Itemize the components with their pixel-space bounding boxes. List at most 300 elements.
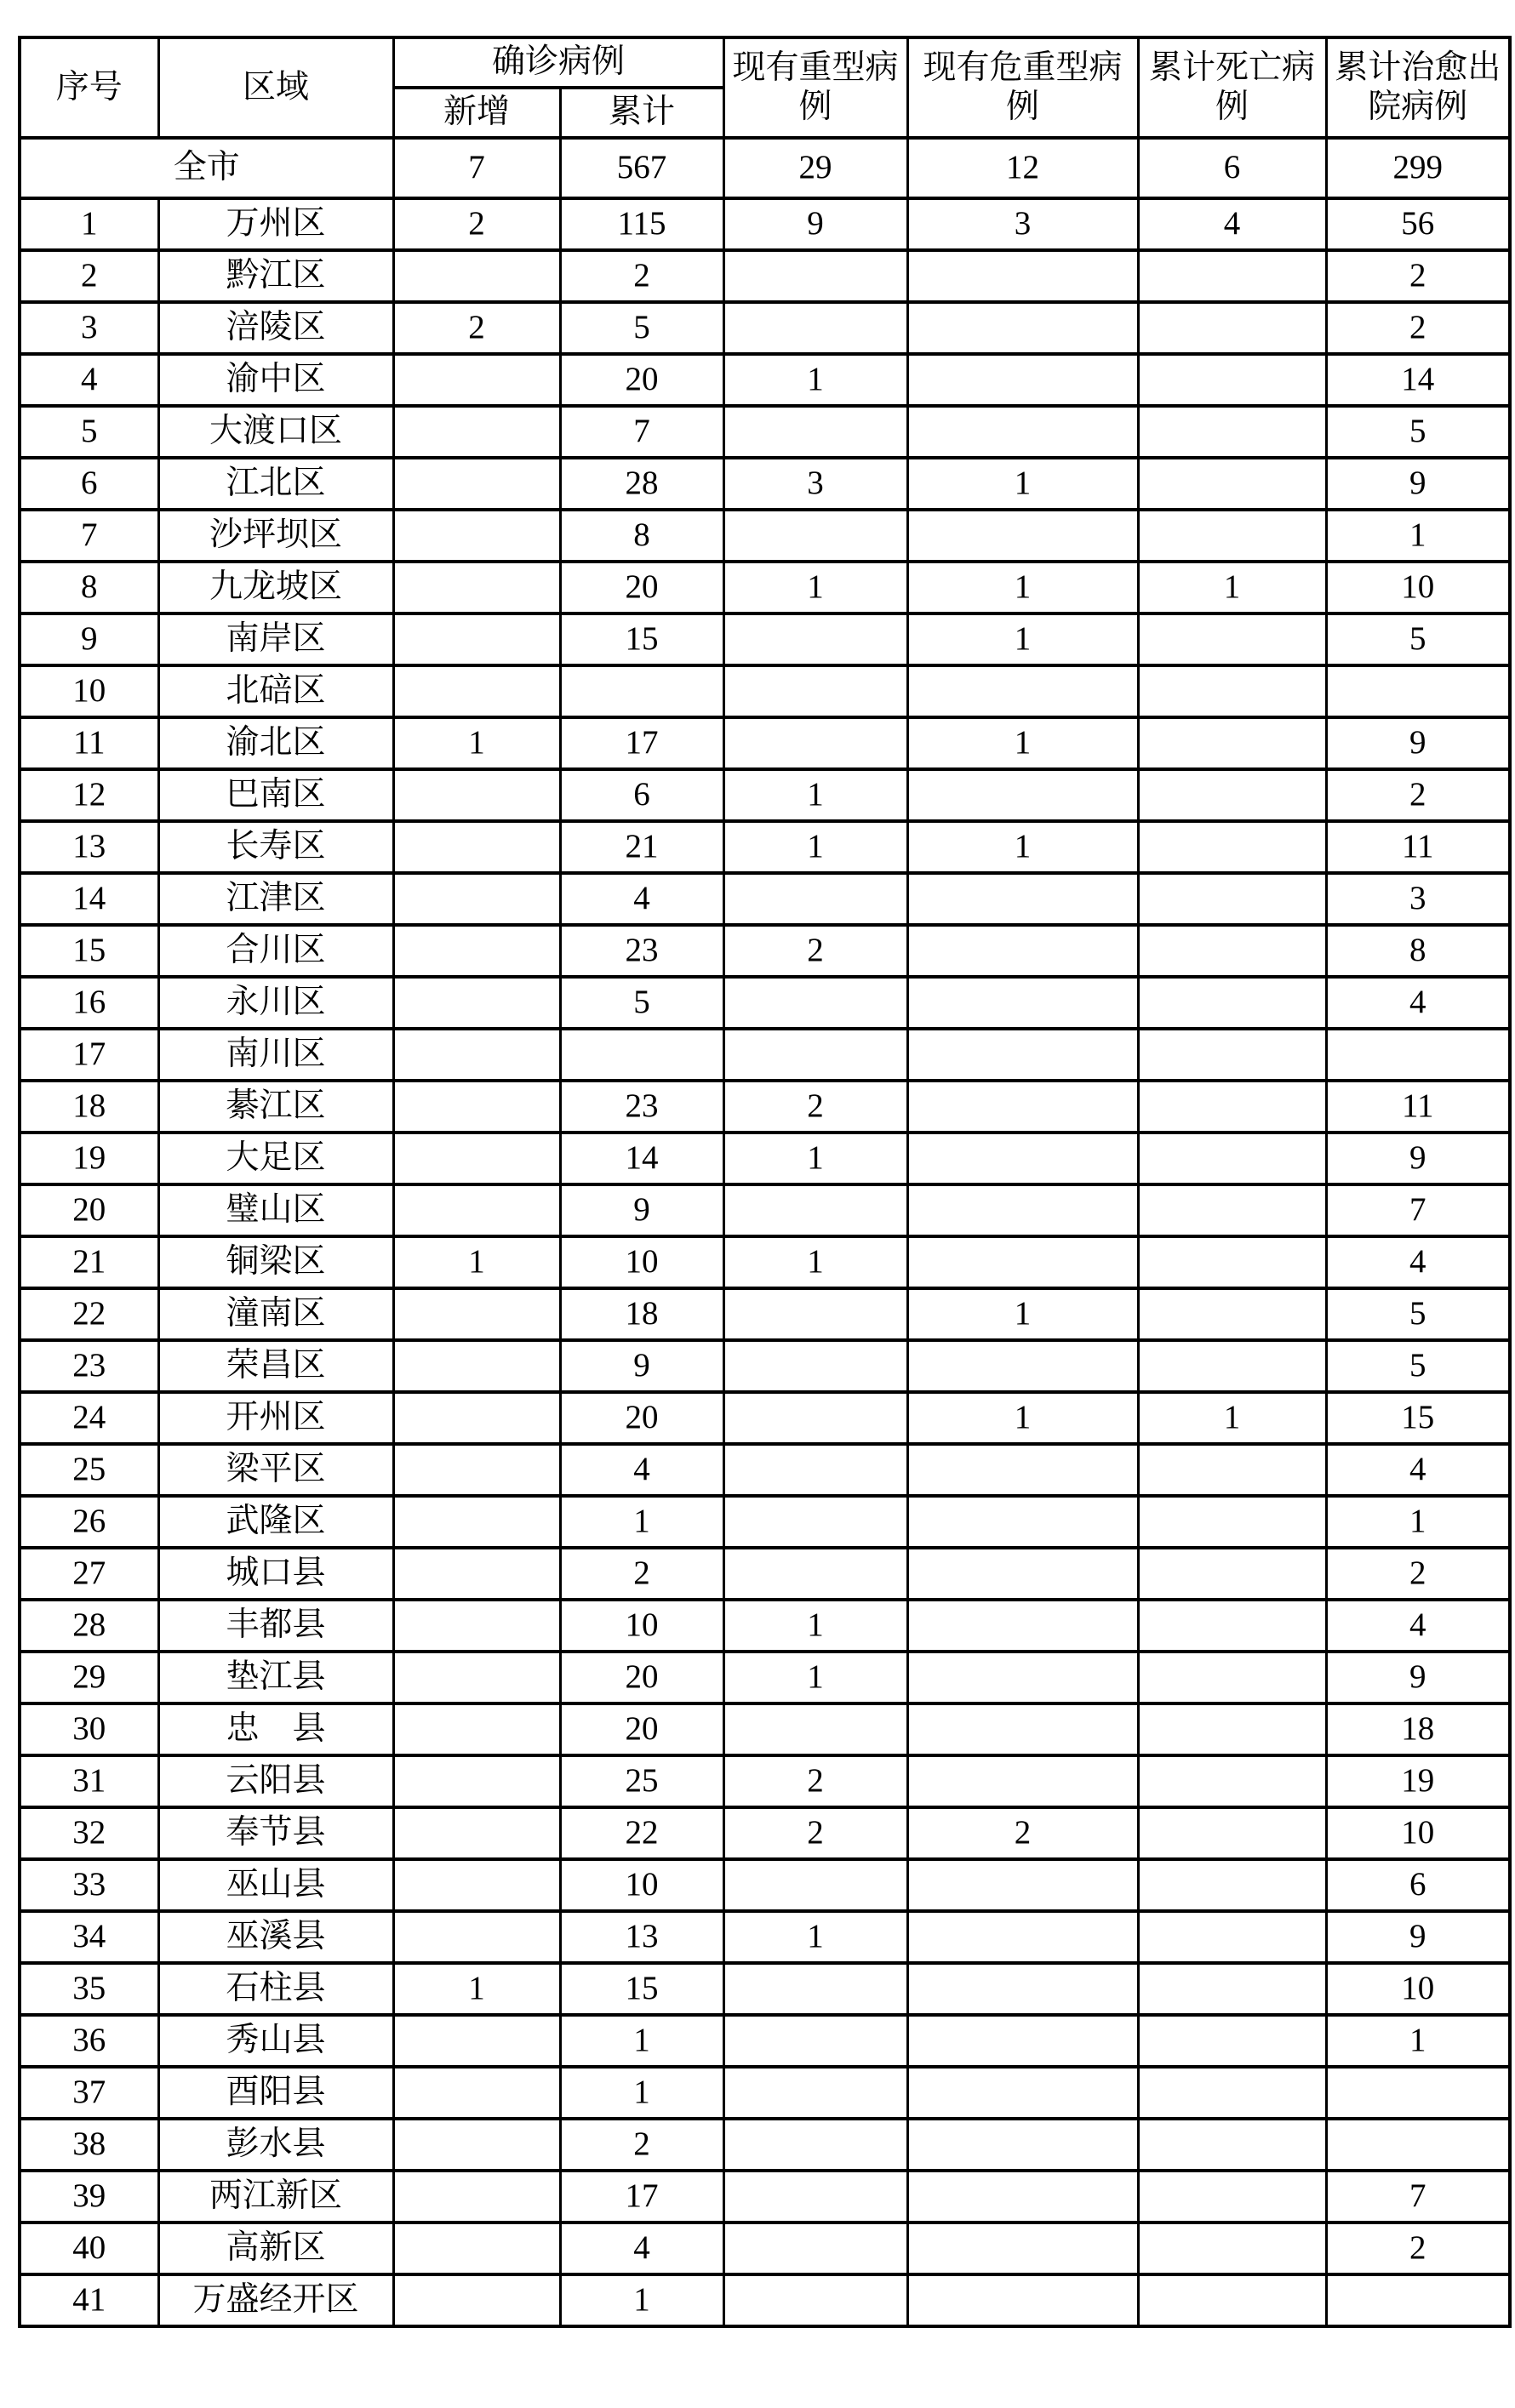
cell-severe: 1 [723,769,907,821]
cell-cured: 11 [1326,821,1510,873]
cell-index: 33 [20,1859,158,1911]
cell-index: 1 [20,198,158,250]
cell-deaths: 6 [1138,138,1326,198]
cell-new: 7 [393,138,560,198]
table-row [20,2119,1510,2171]
cell-cumulative: 20 [560,562,723,613]
cell-new: 2 [393,302,560,354]
cell-cured: 2 [1326,2223,1510,2274]
cell-index: 27 [20,1548,158,1600]
table-row [20,1184,1510,1236]
cell-critical [907,1081,1138,1133]
cell-deaths [1138,2171,1326,2223]
cell-new [393,1184,560,1236]
cell-region: 武隆区 [158,1496,393,1548]
cell-deaths [1138,1703,1326,1755]
cell-new [393,354,560,406]
cell-cumulative: 18 [560,1288,723,1340]
table-row [20,1600,1510,1652]
cell-region: 万州区 [158,198,393,250]
cell-cured: 7 [1326,2171,1510,2223]
cell-severe [723,613,907,665]
cell-severe: 2 [723,1755,907,1807]
cell-severe: 1 [723,821,907,873]
cell-deaths [1138,250,1326,302]
cell-cured: 4 [1326,1236,1510,1288]
cell-severe: 2 [723,1081,907,1133]
cell-new [393,1288,560,1340]
cell-critical [907,1703,1138,1755]
cell-critical: 1 [907,1288,1138,1340]
cell-severe: 1 [723,1652,907,1703]
cell-critical [907,1548,1138,1600]
cell-new [393,925,560,977]
cell-critical [907,1859,1138,1911]
cell-deaths [1138,925,1326,977]
cell-severe [723,1444,907,1496]
cell-cumulative: 4 [560,873,723,925]
cell-index: 38 [20,2119,158,2171]
cell-index: 20 [20,1184,158,1236]
cell-severe: 1 [723,562,907,613]
cell-region: 奉节县 [158,1807,393,1859]
cell-cured: 5 [1326,1340,1510,1392]
cell-cured [1326,2067,1510,2119]
cell-cumulative: 4 [560,2223,723,2274]
cell-new [393,1859,560,1911]
table-row [20,1340,1510,1392]
cell-region: 大足区 [158,1133,393,1184]
header-confirmed: 确诊病例 [393,37,723,88]
cell-severe [723,2274,907,2326]
cell-cured: 2 [1326,1548,1510,1600]
table-row [20,1755,1510,1807]
cell-cured: 9 [1326,458,1510,510]
cell-index: 6 [20,458,158,510]
table-row [20,2274,1510,2326]
cell-cured: 7 [1326,1184,1510,1236]
cell-cured: 10 [1326,1963,1510,2015]
cell-critical: 1 [907,562,1138,613]
cell-region: 丰都县 [158,1600,393,1652]
header-cured: 累计治愈出院病例 [1326,37,1510,138]
cell-cured [1326,2119,1510,2171]
cell-deaths [1138,717,1326,769]
cell-region: 黔江区 [158,250,393,302]
table-row [20,821,1510,873]
cell-cumulative: 20 [560,1703,723,1755]
cell-region: 秀山县 [158,2015,393,2067]
cell-severe [723,2171,907,2223]
cell-critical [907,1496,1138,1548]
cell-cumulative: 10 [560,1600,723,1652]
cell-new [393,665,560,717]
cell-severe: 1 [723,1133,907,1184]
cell-cured: 11 [1326,1081,1510,1133]
table-row [20,1859,1510,1911]
cell-severe [723,510,907,562]
table-row [20,406,1510,458]
cell-index: 22 [20,1288,158,1340]
cell-index: 17 [20,1029,158,1081]
cell-cured: 10 [1326,562,1510,613]
table-row [20,613,1510,665]
cell-new [393,1755,560,1807]
cell-region: 荣昌区 [158,1340,393,1392]
table-row [20,977,1510,1029]
header-critical: 现有危重型病例 [907,37,1138,138]
cell-severe: 1 [723,354,907,406]
cell-region: 潼南区 [158,1288,393,1340]
table-row [20,2015,1510,2067]
table-row [20,562,1510,613]
cell-cured: 1 [1326,510,1510,562]
cell-index: 34 [20,1911,158,1963]
cell-deaths [1138,873,1326,925]
table-row [20,717,1510,769]
cell-new [393,1807,560,1859]
cell-region: 南岸区 [158,613,393,665]
cell-region: 涪陵区 [158,302,393,354]
table-row [20,198,1510,250]
cell-cumulative: 17 [560,2171,723,2223]
table-row [20,354,1510,406]
cell-region: 大渡口区 [158,406,393,458]
cell-cumulative [560,665,723,717]
cell-region: 铜梁区 [158,1236,393,1288]
table-row [20,458,1510,510]
table-row [20,925,1510,977]
cell-critical: 1 [907,458,1138,510]
cell-region: 北碚区 [158,665,393,717]
cell-severe [723,1548,907,1600]
cell-new [393,250,560,302]
epidemic-stats-table [18,36,1512,2328]
cell-severe [723,665,907,717]
cell-deaths [1138,302,1326,354]
cell-index: 40 [20,2223,158,2274]
cell-index: 8 [20,562,158,613]
cell-deaths [1138,2067,1326,2119]
cell-severe [723,302,907,354]
table-row [20,2067,1510,2119]
cell-index: 19 [20,1133,158,1184]
cell-deaths [1138,1184,1326,1236]
cell-region: 巫溪县 [158,1911,393,1963]
cell-severe [723,250,907,302]
cell-deaths [1138,510,1326,562]
cell-critical [907,2119,1138,2171]
cell-region: 渝中区 [158,354,393,406]
header-severe: 现有重型病例 [723,37,907,138]
cell-index: 41 [20,2274,158,2326]
cell-index: 2 [20,250,158,302]
cell-cumulative: 21 [560,821,723,873]
cell-index: 39 [20,2171,158,2223]
cell-region: 开州区 [158,1392,393,1444]
cell-cumulative: 9 [560,1340,723,1392]
cell-deaths [1138,2119,1326,2171]
cell-new [393,977,560,1029]
cell-cumulative: 15 [560,613,723,665]
cell-cumulative: 1 [560,2067,723,2119]
cell-new: 2 [393,198,560,250]
cell-cured: 10 [1326,1807,1510,1859]
table-row [20,1548,1510,1600]
cell-cured: 5 [1326,613,1510,665]
cell-critical [907,2274,1138,2326]
cell-index: 14 [20,873,158,925]
cell-critical: 3 [907,198,1138,250]
cell-critical [907,302,1138,354]
cell-region: 全市 [20,138,393,198]
cell-new [393,562,560,613]
cell-cumulative: 25 [560,1755,723,1807]
citywide-row [20,138,1510,198]
cell-cured: 2 [1326,250,1510,302]
table-row [20,1703,1510,1755]
cell-deaths [1138,1340,1326,1392]
cell-critical [907,769,1138,821]
cell-index: 32 [20,1807,158,1859]
cell-new [393,769,560,821]
cell-region: 江北区 [158,458,393,510]
cell-critical: 12 [907,138,1138,198]
cell-region: 两江新区 [158,2171,393,2223]
cell-cumulative: 15 [560,1963,723,2015]
cell-deaths [1138,458,1326,510]
cell-index: 9 [20,613,158,665]
table-row [20,769,1510,821]
cell-index: 23 [20,1340,158,1392]
table-header [20,37,1510,138]
cell-deaths [1138,2015,1326,2067]
cell-index: 3 [20,302,158,354]
table-row [20,1029,1510,1081]
cell-cumulative: 6 [560,769,723,821]
cell-index: 25 [20,1444,158,1496]
cell-severe [723,1859,907,1911]
cell-index: 35 [20,1963,158,2015]
cell-critical [907,2223,1138,2274]
cell-region: 南川区 [158,1029,393,1081]
cell-deaths [1138,1444,1326,1496]
cell-deaths [1138,354,1326,406]
cell-region: 城口县 [158,1548,393,1600]
cell-cured: 2 [1326,302,1510,354]
header-new: 新增 [393,88,560,138]
cell-critical [907,2067,1138,2119]
cell-critical: 2 [907,1807,1138,1859]
cell-new [393,458,560,510]
cell-region: 云阳县 [158,1755,393,1807]
cell-index: 21 [20,1236,158,1288]
cell-deaths [1138,1548,1326,1600]
cell-cumulative: 2 [560,2119,723,2171]
table-row [20,1444,1510,1496]
cell-new [393,613,560,665]
cell-new [393,1496,560,1548]
cell-region: 彭水县 [158,2119,393,2171]
cell-region: 垫江县 [158,1652,393,1703]
cell-region: 璧山区 [158,1184,393,1236]
cell-region: 綦江区 [158,1081,393,1133]
cell-new [393,2223,560,2274]
header-index: 序号 [20,37,158,138]
cell-critical [907,1029,1138,1081]
cell-cured: 56 [1326,198,1510,250]
cell-critical: 1 [907,717,1138,769]
cell-index: 10 [20,665,158,717]
cell-region: 长寿区 [158,821,393,873]
cell-new [393,2274,560,2326]
cell-cured: 9 [1326,1133,1510,1184]
cell-cumulative: 5 [560,977,723,1029]
cell-deaths [1138,1859,1326,1911]
cell-critical [907,665,1138,717]
table-row [20,2223,1510,2274]
cell-cumulative: 22 [560,1807,723,1859]
cell-critical [907,2171,1138,2223]
cell-cumulative: 7 [560,406,723,458]
cell-index: 5 [20,406,158,458]
cell-index: 30 [20,1703,158,1755]
cell-cured: 14 [1326,354,1510,406]
cell-cumulative: 4 [560,1444,723,1496]
cell-cumulative: 2 [560,250,723,302]
cell-index: 29 [20,1652,158,1703]
cell-critical [907,250,1138,302]
cell-region: 石柱县 [158,1963,393,2015]
cell-severe [723,1184,907,1236]
table-row [20,302,1510,354]
cell-deaths [1138,1963,1326,2015]
cell-cured: 5 [1326,406,1510,458]
cell-severe: 2 [723,1807,907,1859]
cell-new [393,1652,560,1703]
cell-critical [907,977,1138,1029]
cell-region: 合川区 [158,925,393,977]
cell-deaths [1138,1807,1326,1859]
cell-index: 13 [20,821,158,873]
cell-cured [1326,2274,1510,2326]
cell-cumulative: 14 [560,1133,723,1184]
cell-new [393,1548,560,1600]
cell-deaths [1138,769,1326,821]
cell-severe [723,2223,907,2274]
table-row [20,873,1510,925]
cell-deaths [1138,977,1326,1029]
cell-region: 沙坪坝区 [158,510,393,562]
cell-cumulative [560,1029,723,1081]
cell-index: 24 [20,1392,158,1444]
cell-cured: 1 [1326,2015,1510,2067]
cell-severe: 29 [723,138,907,198]
cell-cumulative: 20 [560,1392,723,1444]
cell-cured: 5 [1326,1288,1510,1340]
cell-severe: 9 [723,198,907,250]
cell-cured [1326,1029,1510,1081]
cell-region: 江津区 [158,873,393,925]
cell-critical [907,1133,1138,1184]
cell-cumulative: 10 [560,1236,723,1288]
cell-cured [1326,665,1510,717]
cell-new: 1 [393,1236,560,1288]
cell-deaths [1138,2223,1326,2274]
cell-index: 15 [20,925,158,977]
cell-new [393,2015,560,2067]
cell-region: 永川区 [158,977,393,1029]
cell-cumulative: 8 [560,510,723,562]
cell-severe [723,873,907,925]
cell-critical [907,1911,1138,1963]
table-row [20,1133,1510,1184]
cell-cured: 4 [1326,1600,1510,1652]
table-row [20,510,1510,562]
cell-cumulative: 9 [560,1184,723,1236]
table-row [20,1288,1510,1340]
cell-critical [907,873,1138,925]
cell-new: 1 [393,1963,560,2015]
cell-severe [723,2015,907,2067]
cell-cumulative: 23 [560,925,723,977]
table-row [20,1911,1510,1963]
cell-deaths [1138,1133,1326,1184]
cell-index: 28 [20,1600,158,1652]
cell-deaths [1138,1081,1326,1133]
table-row [20,2171,1510,2223]
cell-deaths [1138,821,1326,873]
cell-deaths: 1 [1138,1392,1326,1444]
cell-cumulative: 1 [560,2274,723,2326]
cell-critical [907,1755,1138,1807]
cell-cured: 19 [1326,1755,1510,1807]
cell-new [393,873,560,925]
cell-cured: 3 [1326,873,1510,925]
cell-index: 31 [20,1755,158,1807]
table-row [20,1652,1510,1703]
cell-deaths: 4 [1138,198,1326,250]
cell-critical [907,354,1138,406]
cell-severe [723,406,907,458]
cell-cured: 4 [1326,977,1510,1029]
table-row [20,1807,1510,1859]
cell-new [393,1911,560,1963]
cell-index: 11 [20,717,158,769]
cell-new [393,2119,560,2171]
cell-severe [723,1340,907,1392]
cell-region: 渝北区 [158,717,393,769]
cell-severe [723,1288,907,1340]
cell-critical [907,1184,1138,1236]
cell-cured: 18 [1326,1703,1510,1755]
cell-critical [907,510,1138,562]
cell-region: 万盛经开区 [158,2274,393,2326]
cell-region: 忠 县 [158,1703,393,1755]
header-deaths: 累计死亡病例 [1138,37,1326,138]
cell-severe: 1 [723,1911,907,1963]
cell-index: 4 [20,354,158,406]
cell-new [393,1081,560,1133]
table-row [20,1392,1510,1444]
cell-region: 巴南区 [158,769,393,821]
cell-cured: 9 [1326,1652,1510,1703]
cell-deaths [1138,2274,1326,2326]
cell-cured: 299 [1326,138,1510,198]
cell-cumulative: 28 [560,458,723,510]
table-row [20,665,1510,717]
cell-cured: 6 [1326,1859,1510,1911]
